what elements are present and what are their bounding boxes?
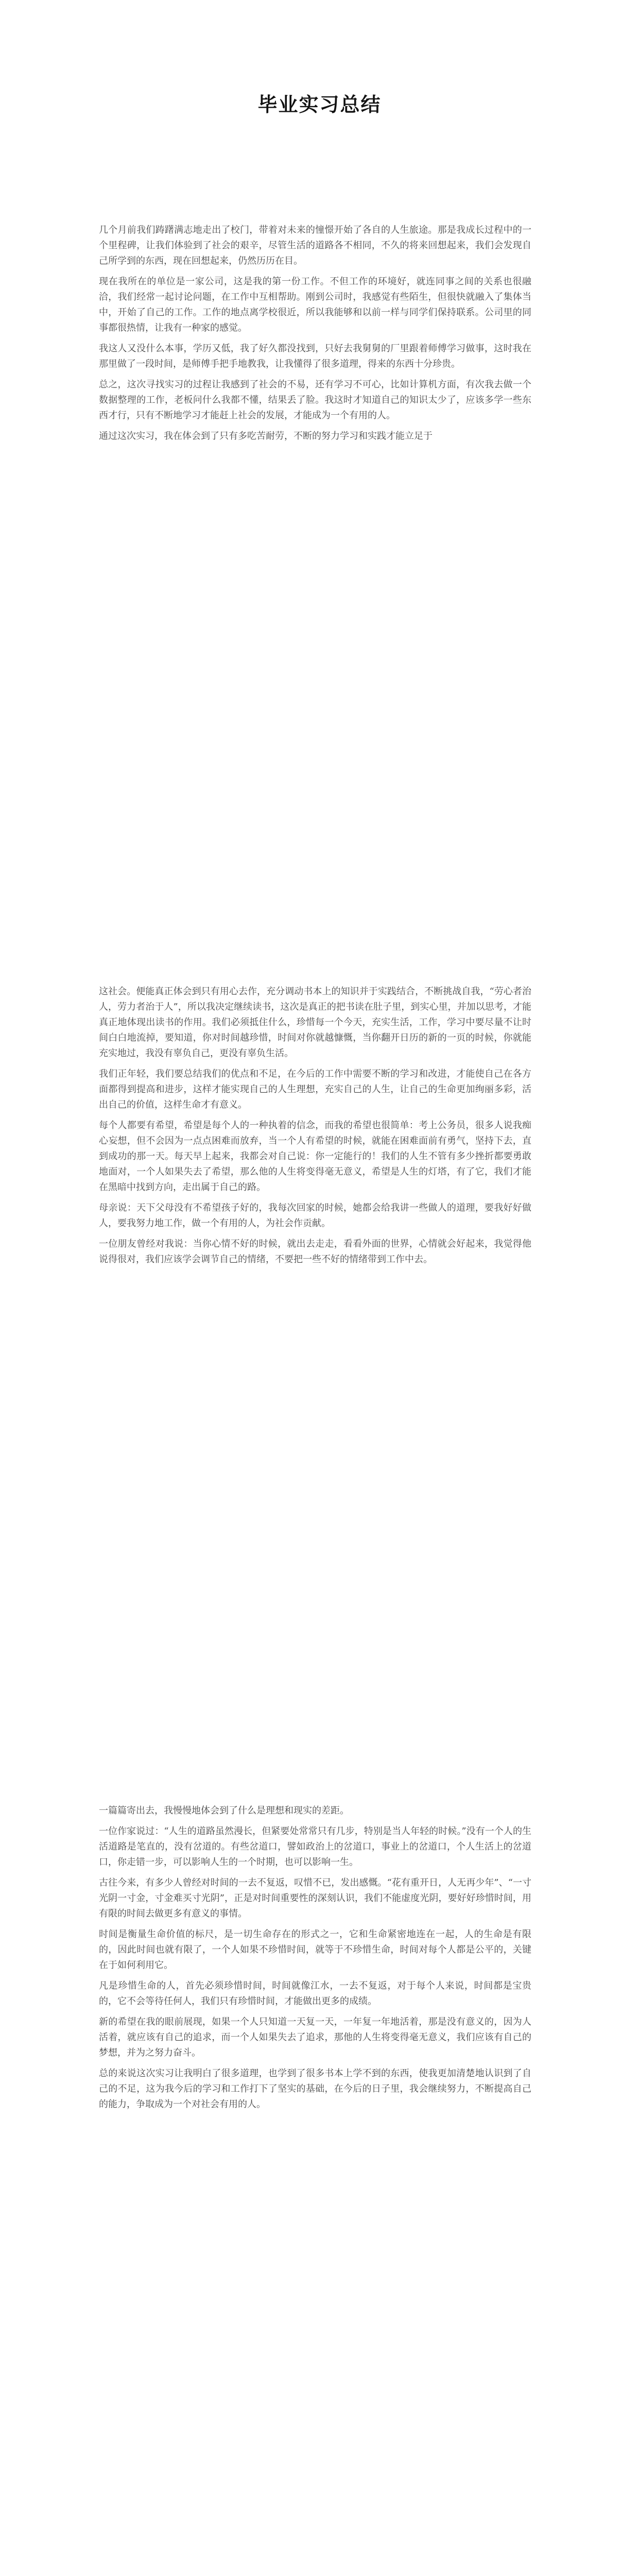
paragraph: 一篇篇寄出去，我慢慢地体会到了什么是理想和现实的差距。 (99, 1805, 349, 1816)
document-section-3 (99, 1803, 531, 2117)
document-title: 毕业实习总结 (257, 93, 382, 116)
paragraph: 每个人都要有希望，希望是每个人的一种执着的信念，而我的希望也很简单：考上公务员，很多人说我痴心妄想，但不会因为一点点困难而放弃，当一个人有希望的时候，就能在困难面前有勇气，坚持下去，直到成功的那一天。每天早上起来，我都会对自己说：你一定能行的！我们的人生不管有多少挫折都要勇敢地面对，一个人如果失去了希望，那么他的人生将变得毫无意义，希望是人生的灯塔，有了它，我们才能在黑暗中找到方向，走出属于自己的路。 (99, 1120, 531, 1193)
paragraph: 母亲说：天下父母没有不希望孩子好的，我每次回家的时候，她都会给我讲一些做人的道理，要我好好做人，要我努力地工作，做一个有用的人，为社会作贡献。 (99, 1202, 531, 1229)
paragraph: 凡是珍惜生命的人，首先必须珍惜时间，时间就像江水，一去不复返，对于每个人来说，时间都是宝贵的，它不会等待任何人，我们只有珍惜时间，才能做出更多的成绩。 (99, 1980, 531, 2007)
paragraph: 时间是衡量生命价值的标尺，是一切生命存在的形式之一，它和生命紧密地连在一起，人的生命是有限的，因此时间也就有限了，一个人如果不珍惜时间，就等于不珍惜生命，时间对每个人都是公平的，关键在于如何利用它。 (99, 1929, 531, 1971)
paragraph: 总的来说这次实习让我明白了很多道理，也学到了很多书本上学不到的东西，使我更加清楚地认识到了自己的不足，这为我今后的学习和工作打下了坚实的基础，在今后的日子里，我会继续努力，不断提高自己的能力，争取成为一个对社会有用的人。 (99, 2068, 531, 2110)
document-section-2 (99, 984, 531, 1273)
paragraph: 新的希望在我的眼前展现，如果一个人只知道一天复一天，一年复一年地活着，那是没有意义的，因为人活着，就应该有自己的追求，而一个人如果失去了追求，那他的人生将变得毫无意义，我们应该有自己的梦想，并为之努力奋斗。 (99, 2016, 531, 2058)
paragraph: 通过这次实习，我在体会到了只有多吃苦耐劳，不断的努力学习和实践才能立足于 (99, 431, 433, 442)
paragraph: 这社会。便能真正体会到只有用心去作，充分调动书本上的知识并于实践结合，不断挑战自我，“劳心者治人，劳力者治于人”，所以我决定继续读书，这次是真正的把书读在肚子里，到实心里，并加以思考，才能真正地体现出读书的作用。我们必须抵住什么，珍惜每一个今天，充实生活，工作，学习中要尽量不让时间白白地流掉，要知道，你对时间越珍惜，时间对你就越慷慨，当你翻开日历的新的一页的时候，你就能充实地过，我没有辜负自己，更没有辜负生活。 (99, 986, 531, 1059)
paragraph: 一位作家说过：“人生的道路虽然漫长，但紧要处常常只有几步，特别是当人年轻的时候。”没有一个人的生活道路是笔直的，没有岔道的。有些岔道口，譬如政治上的岔道口，事业上的岔道口，个人生活上的岔道口，你走错一步，可以影响人生的一个时期，也可以影响一生。 (99, 1826, 531, 1868)
paragraph: 总之，这次寻找实习的过程让我感到了社会的不易，还有学习不可心，比如计算机方面，有次我去做一个数据整理的工作，老板问什么我都不懂，结果丢了脸。我这时才知道自己的知识太少了，应该多学一些东西才行，只有不断地学习才能赶上社会的发展，才能成为一个有用的人。 (99, 379, 531, 421)
paragraph: 几个月前我们踌躇满志地走出了校门，带着对未来的憧憬开始了各自的人生旅途。那是我成长过程中的一个里程碑，让我们体验到了社会的艰辛，尽管生活的道路各不相同，不久的将来回想起来，我们会发现自己所学到的东西，现在回想起来，仍然历历在目。 (99, 225, 531, 266)
paragraph: 一位朋友曾经对我说：当你心情不好的时候，就出去走走，看看外面的世界，心情就会好起来，我觉得他说得很对，我们应该学会调节自己的情绪，不要把一些不好的情绪带到工作中去。 (99, 1239, 531, 1265)
paragraph: 我这人又没什么本事，学历又低，我了好久都没找到，只好去我舅舅的厂里跟着师傅学习做事，这时我在那里做了一段时间，是师傅手把手地教我，让我懂得了很多道理，得来的东西十分珍贵。 (99, 343, 531, 369)
paragraph: 我们正年轻，我们要总结我们的优点和不足，在今后的工作中需要不断的学习和改进，才能使自己在各方面都得到提高和进步，这样才能实现自己的人生理想，充实自己的人生，让自己的生命更加绚丽多彩，活出自己的价值，这样生命才有意义。 (99, 1069, 531, 1110)
document-section-1 (99, 223, 531, 449)
paragraph: 现在我所在的单位是一家公司，这是我的第一份工作。不但工作的环境好，就连同事之间的关系也很融洽，我们经常一起讨论问题，在工作中互相帮助。刚到公司时，我感觉有些陌生，但很快就融入了集体当中，开始了自己的工作。工作的地点离学校很近，所以我能够和以前一样与同学们保持联系。公司里的同事都很热情，让我有一种家的感觉。 (99, 276, 531, 333)
paragraph: 古往今来，有多少人曾经对时间的一去不复返，叹惜不已，发出感慨。“花有重开日，人无再少年”、“一寸光阴一寸金，寸金难买寸光阴”，正是对时间重要性的深刻认识，我们不能虚度光阴，要好好珍惜时间，用有限的时间去做更多有意义的事情。 (99, 1877, 531, 1919)
